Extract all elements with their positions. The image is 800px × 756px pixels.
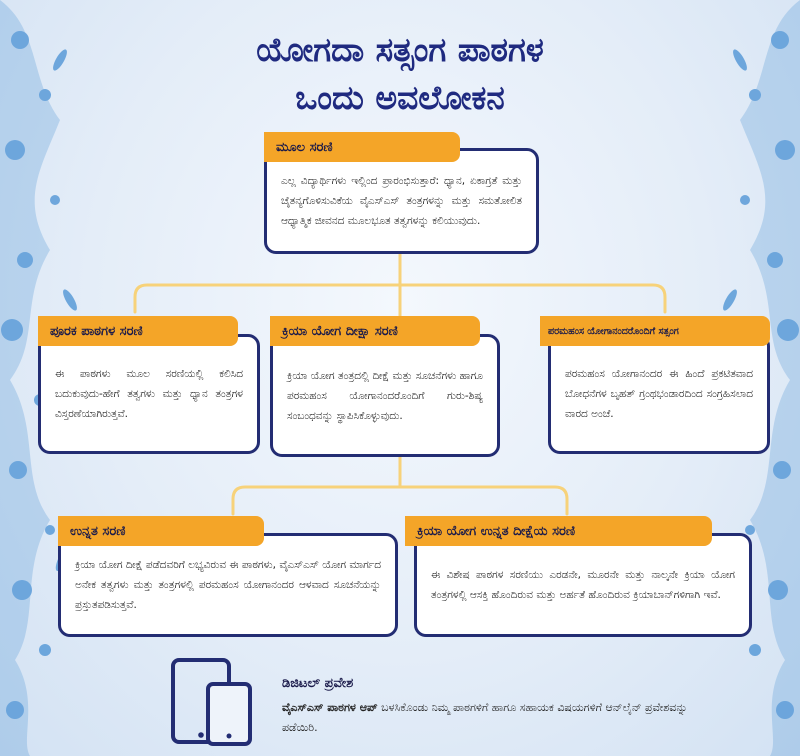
kriya-initiation-series-text: ಕ್ರಿಯಾ ಯೋಗ ತಂತ್ರದಲ್ಲಿ ದೀಕ್ಷೆ ಮತ್ತು ಸೂಚನೆಗಳು ಹಾಗೂ ಪರಮಹಂಸ ಯೋಗಾನಂದರೊಂದಿಗೆ ಗುರು-ಶಿಷ್ಯ ಸಂಬಂಧವನ್ನು ಸ್ಥಾಪಿಸಿಕೊಳ್ಳುವುದು. xyxy=(287,369,483,422)
kriya-advanced-series-text: ಈ ವಿಶೇಷ ಪಾಠಗಳ ಸರಣಿಯು ಎರಡನೇ, ಮೂರನೇ ಮತ್ತು ನಾಲ್ಕನೇ ಕ್ರಿಯಾ ಯೋಗ ತಂತ್ರಗಳಲ್ಲಿ ಆಸಕ್ತಿ ಹೊಂದಿರುವ ಮತ್ತು ಅರ್ಹತೆ ಹೊಂದಿರುವ ಕ್ರಿಯಾಬಾನ್‌ಗಳಿಗಾಗಿ ಇವೆ. xyxy=(431,569,735,601)
page-title-line-1: ಯೋಗದಾ ಸತ್ಸಂಗ ಪಾಠಗಳ xyxy=(256,30,544,69)
kriya-initiation-series-box xyxy=(270,334,500,457)
page-title-line-2: ಒಂದು ಅವಲೋಕನ xyxy=(295,78,505,117)
basic-series-box xyxy=(264,148,539,254)
digital-access-description: ಬಳಸಿಕೊಂಡು ನಿಮ್ಮ ಪಾಠಗಳಿಗೆ ಹಾಗೂ ಸಹಾಯಕ ವಿಷಯಗಳಿಗೆ ಆನ್‌ಲೈನ್ ಪ್ರವೇಶವನ್ನು ಪಡೆಯಿರಿ. xyxy=(282,701,688,734)
satsanga-series-text: ಪರಮಹಂಸ ಯೋಗಾನಂದರ ಈ ಹಿಂದೆ ಪ್ರಕಟಿತವಾದ ಬೋಧನೆಗಳ ಬೃಹತ್ ಗ್ರಂಥಭಂಡಾರದಿಂದ ಸಂಗ್ರಹಿಸಲಾದ ವಾರದ ಅಂಚೆ. xyxy=(565,368,753,420)
satsanga-series-label: ಪರಮಹಂಸ ಯೋಗಾನಂದರೊಂದಿಗೆ ಸತ್ಸಂಗ xyxy=(540,316,770,346)
satsanga-series-box xyxy=(548,334,770,454)
advanced-series-box xyxy=(58,533,398,637)
digital-access-title: ಡಿಜಿಟಲ್ ಪ್ರವೇಶ xyxy=(282,676,354,691)
supplement-series-label: ಪೂರಕ ಪಾಠಗಳ ಸರಣಿ xyxy=(38,316,238,346)
kriya-initiation-series-label: ಕ್ರಿಯಾ ಯೋಗ ದೀಕ್ಷಾ ಸರಣಿ xyxy=(270,316,480,346)
advanced-series-label: ಉನ್ನತ ಸರಣಿ xyxy=(58,516,264,546)
connector-row3-branch xyxy=(233,487,567,514)
supplement-series-text: ಈ ಪಾಠಗಳು ಮೂಲ ಸರಣಿಯಲ್ಲಿ ಕಲಿಸಿದ ಬದುಕುವುದು-ಹೇಗೆ ತತ್ವಗಳು ಮತ್ತು ಧ್ಯಾನ ತಂತ್ರಗಳ ವಿಸ್ತರಣೆಯಾಗಿರುತ್ತವೆ. xyxy=(55,368,243,420)
digital-access-text xyxy=(282,698,722,738)
advanced-series-text: ಕ್ರಿಯಾ ಯೋಗ ದೀಕ್ಷೆ ಪಡೆದವರಿಗೆ ಲಭ್ಯವಿರುವ ಈ ಪಾಠಗಳು, ವೈಎಸ್ಎಸ್ ಯೋಗ ಮಾರ್ಗದ ಅನೇಕ ತತ್ವಗಳು ಮತ್ತು ತಂತ್ರಗಳಲ್ಲಿ ಪರಮಹಂಸ ಯೋಗಾನಂದರ ಆಳವಾದ ಸೂಚನೆಯನ್ನು ಪ್ರಸ್ತುತಪಡಿಸುತ್ತವೆ. xyxy=(75,559,381,611)
basic-series-text: ಎಲ್ಲ ವಿದ್ಯಾರ್ಥಿಗಳು ಇಲ್ಲಿಂದ ಪ್ರಾರಂಭಿಸುತ್ತಾರೆ: ಧ್ಯಾನ, ಏಕಾಗ್ರತೆ ಮತ್ತು ಚೈತನ್ಯಗೊಳಿಸುವಿಕೆಯ ವೈಎಸ್ಎಸ್ ತಂತ್ರಗಳನ್ನು ಮತ್ತು ಸಮತೋಲಿತ ಆಧ್ಯಾತ್ಮಿಕ ಜೀವನದ ಮೂಲಭೂತ ತತ್ವಗಳನ್ನು ಕಲಿಯುವುದು. xyxy=(281,175,522,227)
basic-series-label: ಮೂಲ ಸರಣಿ xyxy=(264,132,460,162)
kriya-advanced-series-box xyxy=(414,533,752,637)
kriya-advanced-series-label: ಕ್ರಿಯಾ ಯೋಗ ಉನ್ನತ ದೀಕ್ಷೆಯ ಸರಣಿ xyxy=(405,516,712,546)
digital-app-name: ವೈಎಸ್ಎಸ್ ಪಾಠಗಳ ಆಪ್ xyxy=(282,701,378,714)
supplement-series-box xyxy=(38,334,260,454)
tablet-phone-icon xyxy=(168,656,258,748)
